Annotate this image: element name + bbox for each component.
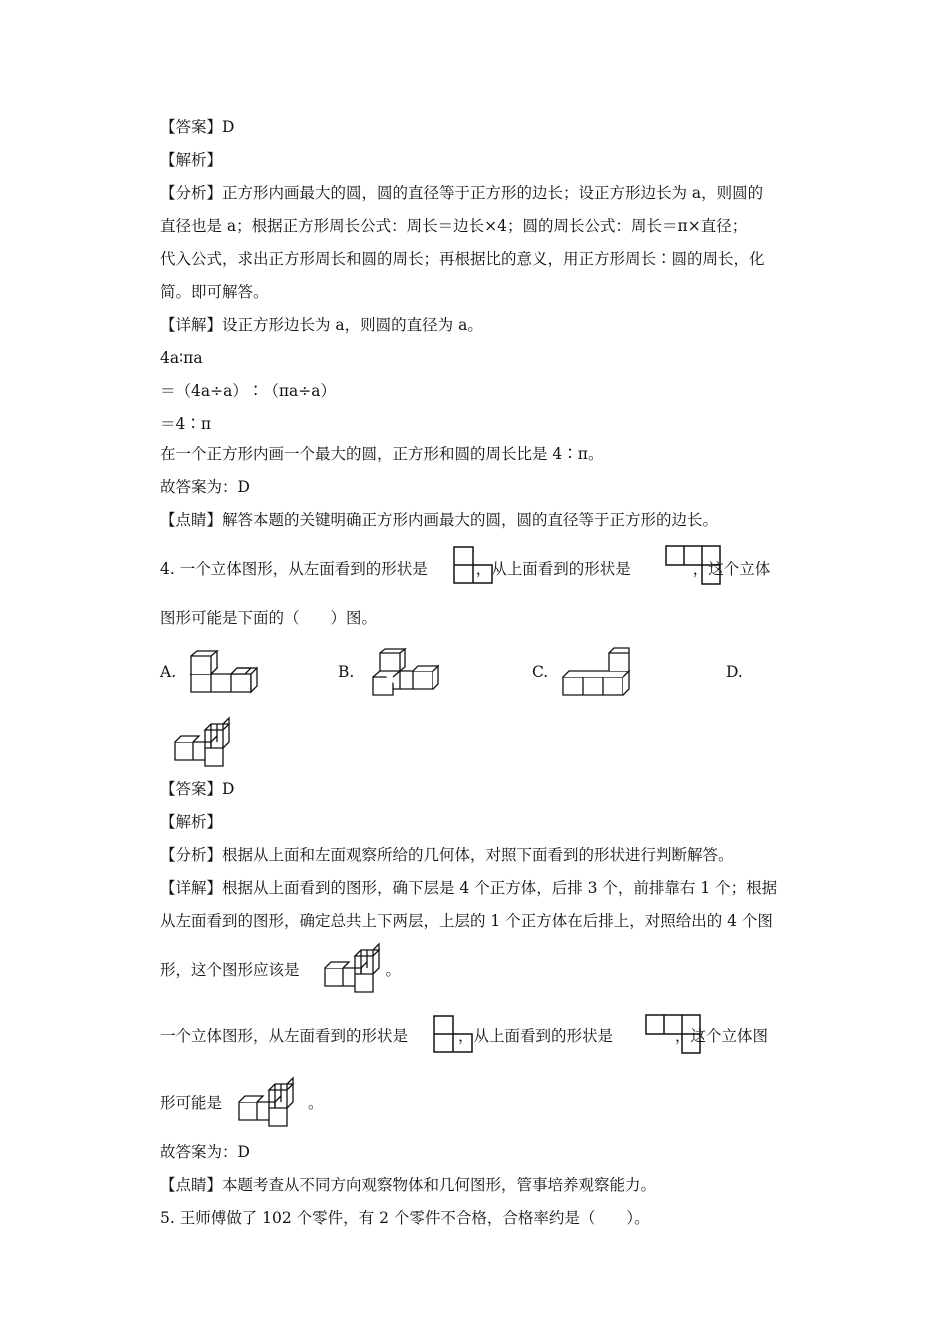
q5-line: 5. 王师傅做了 102 个零件，有 2 个零件不合格，合格率约是（ ）。 — [160, 1209, 650, 1227]
answer-cubes-figure — [322, 942, 386, 994]
left-view-figure — [452, 545, 494, 585]
calc-line-1: 4a∶πa — [160, 349, 203, 367]
option-a-cubes-figure — [188, 650, 260, 694]
answer-label: 【答案】D — [160, 118, 235, 136]
calc-line-3: ＝4∶π — [160, 415, 212, 433]
final-answer-line-2: 故答案为：D — [160, 1143, 250, 1161]
detail-line-q4-3-text: 形，这个图形应该是 — [160, 961, 300, 979]
option-a-label: A. — [160, 663, 177, 681]
calc-line-2: ＝（4a÷a）∶（πa÷a） — [160, 382, 336, 400]
q4-line-2: 图形可能是下面的（ ）图。 — [160, 609, 378, 627]
analysis-line-2: 直径也是 a；根据正方形周长公式：周长＝边长×4；圆的周长公式：周长＝π×直径； — [160, 217, 748, 235]
jiexi-label-2: 【解析】 — [160, 813, 223, 831]
option-c-label: C. — [532, 663, 549, 681]
analysis-line-1: 【分析】正方形内画最大的圆，圆的直径等于正方形的边长；设正方形边长为 a，则圆的 — [160, 184, 764, 202]
option-b-label: B. — [338, 663, 355, 681]
restate-line-2-end: 。 — [308, 1094, 324, 1112]
left-view-figure-2 — [432, 1014, 474, 1054]
option-b-cubes-figure — [370, 648, 440, 698]
q4-text-part2: ，从上面看到的形状是 — [475, 560, 631, 578]
option-d-cubes-figure — [172, 716, 236, 768]
restate-line-1-part2: ，从上面看到的形状是 — [458, 1027, 614, 1045]
analysis-line-3: 代入公式，求出正方形周长和圆的周长；再根据比的意义，用正方形周长∶圆的周长，化 — [160, 250, 765, 268]
analysis-line-4: 简。即可解答。 — [160, 283, 269, 301]
option-c-cubes-figure — [560, 645, 634, 701]
analysis-line-q4: 【分析】根据从上面和左面观察所给的几何体，对照下面看到的形状进行判断解答。 — [160, 846, 734, 864]
detail-line: 【详解】设正方形边长为 a，则圆的直径为 a。 — [160, 316, 483, 334]
restate-line-1-part3: ，这个立体图 — [675, 1027, 769, 1045]
jiexi-label: 【解析】 — [160, 151, 223, 169]
comment-line-2: 【点睛】本题考查从不同方向观察物体和几何图形，管事培养观察能力。 — [160, 1176, 657, 1194]
conclusion-line: 在一个正方形内画一个最大的圆，正方形和圆的周长比是 4∶π。 — [160, 445, 604, 463]
q4-text-part3: ，这个立体 — [692, 560, 771, 578]
detail-line-q4-3-end: 。 — [385, 961, 402, 979]
answer-label-2: 【答案】D — [160, 780, 235, 798]
detail-line-q4-2: 从左面看到的图形，确定总共上下两层，上层的 1 个正方体在后排上，对照给出的 4 个图 — [160, 912, 773, 930]
top-view-figure — [664, 544, 722, 586]
comment-line: 【点睛】解答本题的关键明确正方形内画最大的圆，圆的直径等于正方形的边长。 — [160, 511, 719, 529]
detail-line-q4-1: 【详解】根据从上面看到的图形，确下层是 4 个正方体，后排 3 个，前排靠右 1 个；根据 — [160, 879, 778, 897]
final-answer-line: 故答案为：D — [160, 478, 250, 496]
answer-cubes-figure-2 — [236, 1076, 300, 1128]
restate-line-1-part1: 一个立体图形，从左面看到的形状是 — [160, 1027, 409, 1045]
q4-text-part1: 4. 一个立体图形，从左面看到的形状是 — [160, 560, 428, 578]
option-d-label: D. — [726, 663, 743, 681]
restate-line-2-text: 形可能是 — [160, 1094, 223, 1112]
top-view-figure-2 — [644, 1013, 702, 1055]
